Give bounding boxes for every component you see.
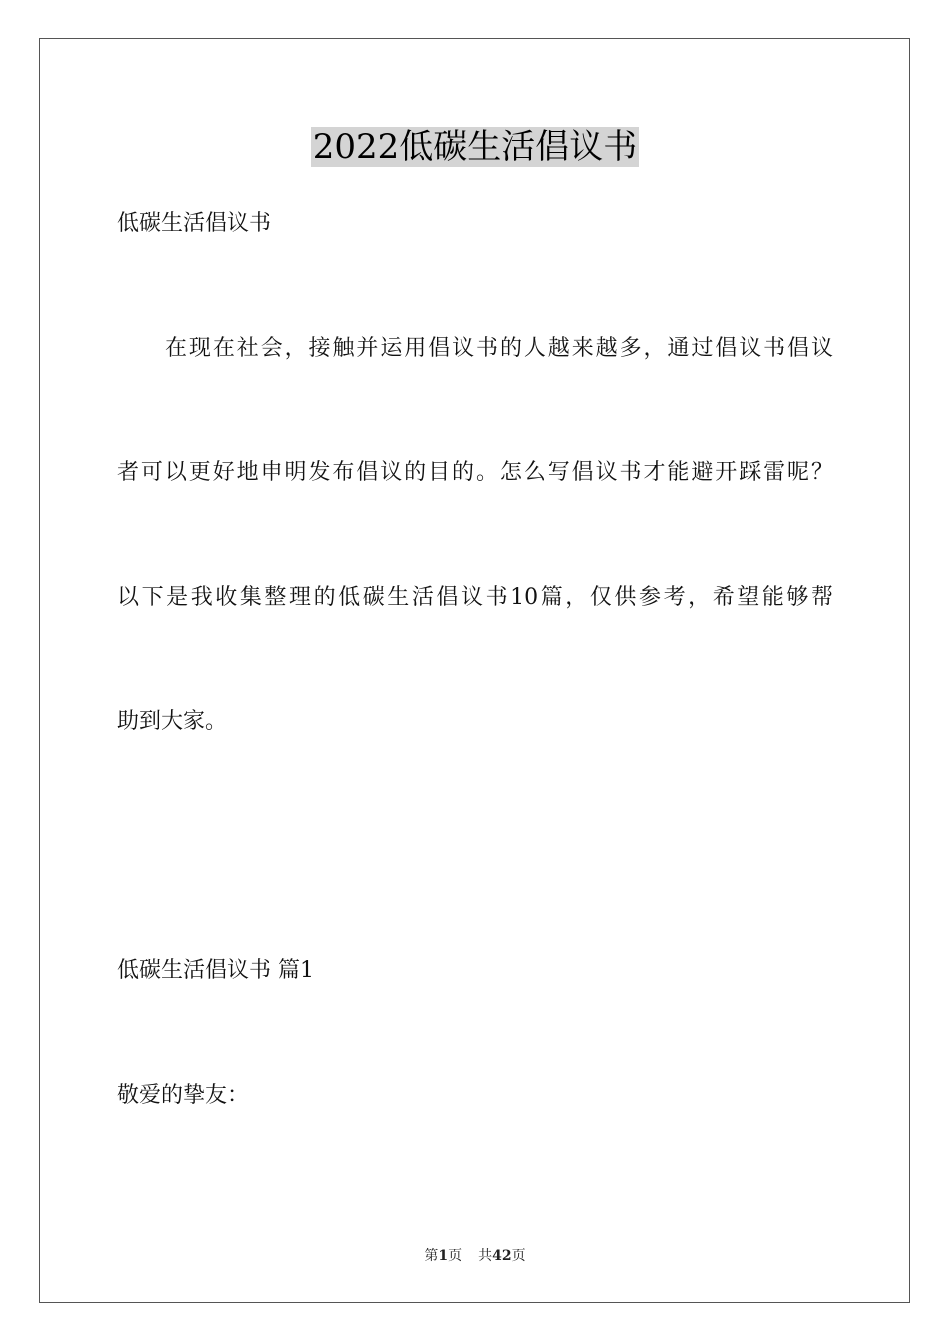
intro-line-1: 在现在社会，接触并运用倡议书的人越来越多，通过倡议书倡议 (165, 336, 833, 361)
page-suffix: 页 (448, 1248, 463, 1264)
salutation: 敬爱的挚友： (117, 1083, 250, 1108)
section-heading: 低碳生活倡议书 篇1 (117, 958, 314, 983)
total-pages: 42 (492, 1248, 512, 1264)
page-number: 1 (438, 1248, 449, 1264)
document-title (0, 124, 950, 170)
intro-line-4: 助到大家。 (117, 709, 228, 734)
total-prefix: 共 (478, 1248, 493, 1264)
document-title-text: 2022低碳生活倡议书 (312, 127, 638, 167)
intro-line-3: 以下是我收集整理的低碳生活倡议书10篇，仅供参考，希望能够帮 (117, 585, 833, 610)
page-footer (0, 1246, 950, 1266)
intro-line-2: 者可以更好地申明发布倡议的目的。怎么写倡议书才能避开踩雷呢？ (117, 460, 833, 485)
total-suffix: 页 (511, 1248, 526, 1264)
document-subtitle: 低碳生活倡议书 (117, 211, 272, 236)
page-prefix: 第 (424, 1248, 439, 1264)
